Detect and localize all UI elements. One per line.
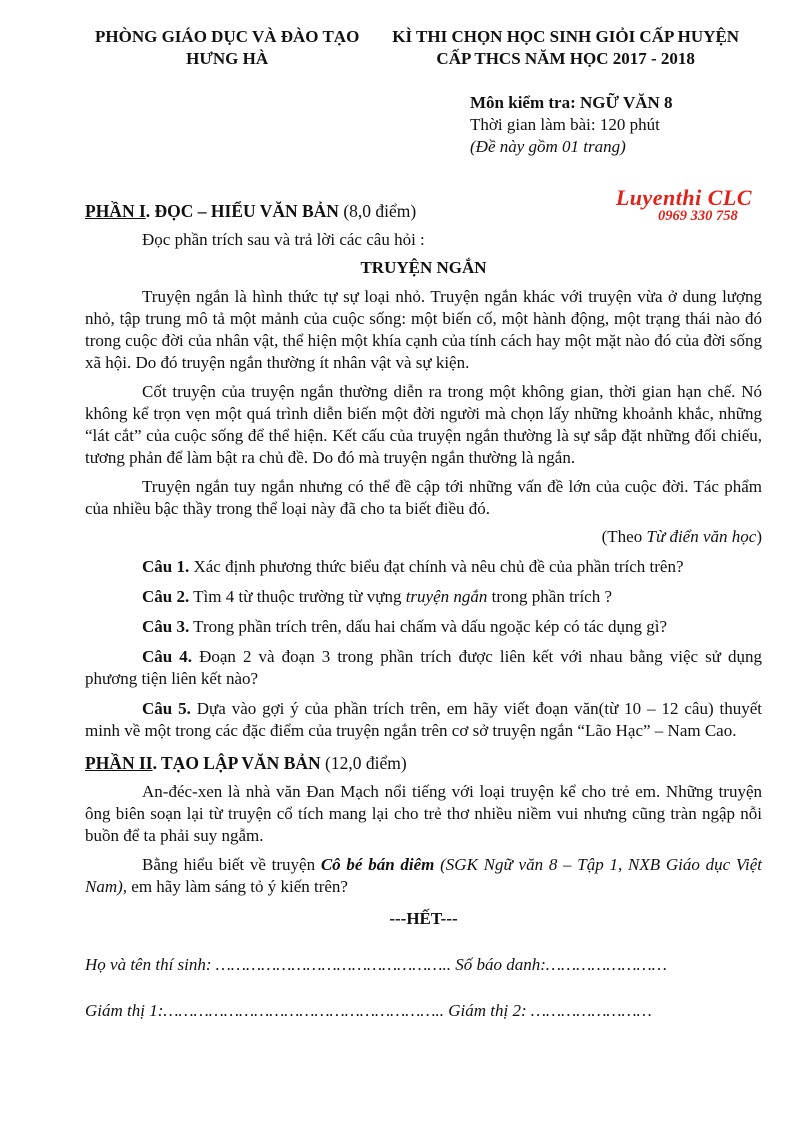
watermark-phone: 0969 330 758 — [658, 208, 738, 225]
section2-heading — [85, 752, 762, 774]
task-post: em hãy làm sáng tỏ ý kiến trên? — [127, 877, 348, 896]
section1-heading-title: . ĐỌC – HIỂU VĂN BẢN — [145, 201, 344, 221]
section1-heading — [85, 185, 762, 225]
passage-paragraph-3: Truyện ngắn tuy ngắn nhưng có thể đề cập tới những vấn đề lớn của cuộc đời. Tác phẩm của nhiều bậc thầy trong thể loại này đã cho ta biết điều đó. — [85, 477, 762, 518]
question-4-text: Đoạn 2 và đoạn 3 trong phần trích được liên kết với nhau bằng việc sử dụng phương tiện liên kết nào? — [85, 647, 763, 688]
passage-source — [85, 526, 762, 548]
watermark-brand: Luyenthi CLC — [615, 185, 752, 210]
question-1-label: Câu 1. — [142, 557, 190, 576]
exam-title — [369, 26, 762, 70]
district-name: HƯNG HÀ — [186, 49, 269, 68]
question-3-label: Câu 3. — [142, 617, 190, 636]
exam-page-note: (Đề này gồm 01 trang) — [470, 137, 626, 156]
section1-heading-points: (8,0 điểm) — [343, 201, 417, 221]
document-header — [85, 26, 762, 70]
end-mark: ---HẾT--- — [389, 909, 458, 928]
task-source: (SGK Ngữ văn 8 – Tập 1, NXB Giáo dục Việt Nam), — [85, 855, 762, 896]
exam-subject: Môn kiểm tra: NGỮ VĂN 8 — [470, 93, 673, 112]
question-1-text: Xác định phương thức biểu đạt chính và nêu chủ đề của phần trích trên? — [189, 557, 684, 576]
question-2 — [85, 586, 762, 608]
source-title: Từ điển văn học — [646, 527, 757, 546]
section2-paragraph: An-đéc-xen là nhà văn Đan Mạch nổi tiếng với loại truyện kể cho trẻ em. Những truyện ông biên soạn lại từ truyện cổ tích mang lại cho trẻ thơ nhiều niềm vui nhưng cũng tràn ngập nỗi buồn để ta phải suy ngẫm. — [85, 782, 762, 845]
exam-title-line1: KÌ THI CHỌN HỌC SINH GIỎI CẤP HUYỆN — [392, 27, 740, 46]
section2-heading-points: (12,0 điểm) — [325, 753, 407, 773]
question-5-text: Dựa vào gợi ý của phần trích trên, em hãy viết đoạn văn(từ 10 – 12 câu) thuyết minh về một trong các đặc điểm của truyện ngắn trên cơ sở truyện ngắn “Lão Hạc” – Nam Cao. — [85, 699, 762, 740]
task-story-title: Cô bé bán diêm — [320, 855, 435, 874]
question-2-text2: trong phần trích ? — [487, 587, 613, 606]
section1-heading-number: PHẦN I — [85, 201, 146, 221]
source-close: ) — [756, 527, 762, 546]
question-2-italic-term: truyện ngắn — [405, 587, 488, 606]
passage-paragraph-2: Cốt truyện của truyện ngắn thường diễn ra trong một không gian, thời gian hạn chế. Nó không kể trọn vẹn một quá trình diễn biến một đời người mà chọn lấy những khoảnh khắc, những “lát cắt” của cuộc sống để thể hiện. Kết cấu của truyện ngắn thường là sự sắp đặt những đối chiếu, tương phản để làm bật ra chủ đề. Do đó mà truyện ngắn thường là ngắn. — [85, 382, 762, 467]
section2-heading-number: PHẦN II — [85, 753, 153, 773]
issuing-department — [85, 26, 369, 70]
exam-duration: Thời gian làm bài: 120 phút — [470, 115, 660, 134]
source-open: (Theo — [601, 527, 647, 546]
department-name: PHÒNG GIÁO DỤC VÀ ĐÀO TẠO — [95, 27, 360, 46]
question-3 — [85, 616, 762, 638]
proctor-line: Giám thị 1:……………………………………………….. Giám thị 2: …………………… — [85, 1001, 652, 1020]
task-pre: Bằng hiểu biết về truyện — [142, 855, 321, 874]
question-2-text: Tìm 4 từ thuộc trường từ vựng — [189, 587, 406, 606]
section2-heading-title: . TẠO LẬP VĂN BẢN — [152, 753, 326, 773]
passage-paragraph-1: Truyện ngắn là hình thức tự sự loại nhỏ. Truyện ngắn khác với truyện vừa ở dung lượng nhỏ, tập trung mô tả một mảnh của cuộc sống: một biến cố, một hành động, một trạng thái nào đó trong cuộc đời của nhân vật, thể hiện một khía cạnh của tính cách hay một mặt nào đó của đời sống xã hội. Do đó truyện ngắn thường ít nhân vật và sự kiện. — [85, 287, 762, 372]
question-3-text: Trong phần trích trên, dấu hai chấm và dấu ngoặc kép có tác dụng gì? — [189, 617, 667, 636]
watermark — [616, 186, 752, 224]
section2-task — [85, 854, 762, 898]
passage-title: TRUYỆN NGẮN — [360, 258, 487, 277]
exam-info — [470, 92, 762, 158]
exam-title-line2: CẤP THCS NĂM HỌC 2017 - 2018 — [436, 49, 695, 68]
question-2-label: Câu 2. — [142, 587, 190, 606]
question-5-label: Câu 5. — [142, 699, 191, 718]
question-4-label: Câu 4. — [142, 647, 193, 666]
question-5 — [85, 698, 762, 742]
section1-intro: Đọc phần trích sau và trả lời các câu hỏi : — [142, 230, 425, 249]
candidate-name-line: Họ và tên thí sinh: ……………………………………….. Số báo danh:…………………… — [85, 955, 667, 974]
question-1 — [85, 556, 762, 578]
question-4 — [85, 646, 762, 690]
